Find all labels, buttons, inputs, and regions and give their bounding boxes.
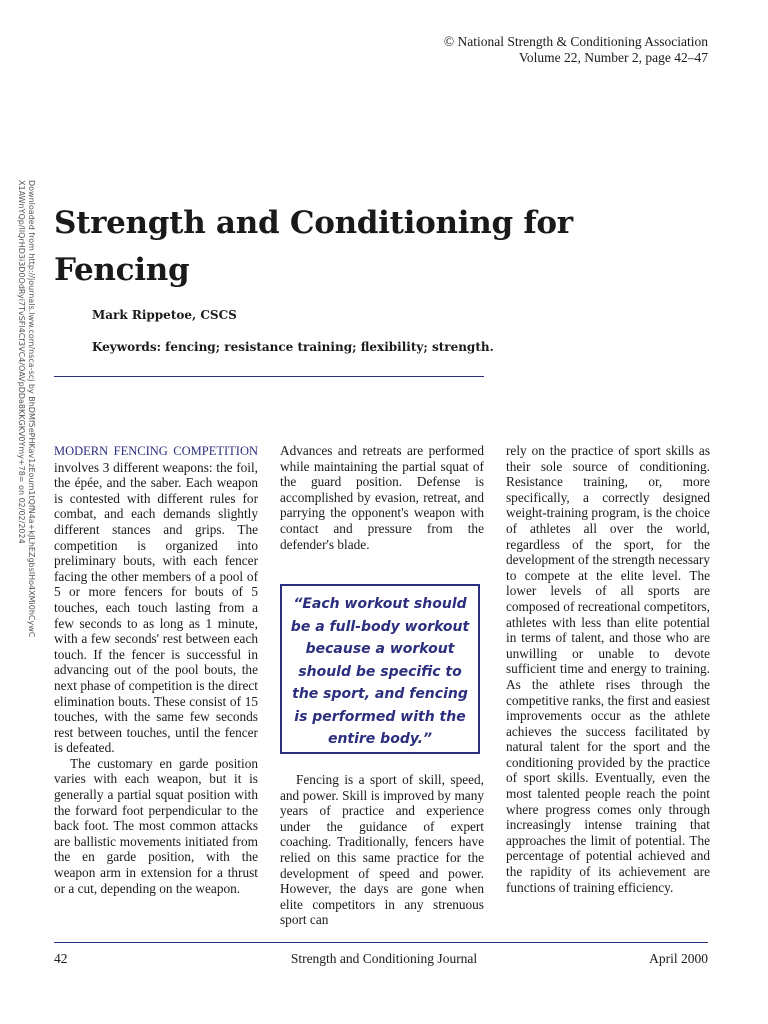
paragraph: Advances and retreats are performed while maintaining the partial squat of the guard position. Defense is accomplished by evasion, retreat, and parrying the opponent's weapon with contact and pressure from the defender's blade. — [280, 443, 484, 552]
journal-header — [444, 34, 708, 66]
body-column-3 — [506, 443, 710, 895]
body-column-2-top — [280, 443, 484, 552]
issue-date: April 2000 — [649, 951, 708, 966]
page-number: 42 — [54, 951, 68, 966]
pull-quote: “Each workout should be a full-body workout because a workout should be specific to the sport, and fencing is performed with the entire body.” — [280, 584, 480, 754]
watermark-line-1: Downloaded from http://journals.lww.com/nsca-scj by BhDMf5ePHKav1zEoum1tQfN4a+kJLhEZgbsIHo4XMi0hCywC — [27, 180, 36, 638]
article-title: Strength and Conditioning for Fencing — [54, 205, 573, 288]
paragraph: Fencing is a sport of skill, speed, and power. Skill is improved by many years of practice and experience under the guidance of expert coaching. Traditionally, fencers have relied on this same practice for the development of speed and power. However, the days are gone when elite competitors in any strenuous sport can — [280, 772, 484, 928]
keywords-line: Keywords: fencing; resistance training; flexibility; strength. — [92, 340, 494, 354]
title-divider — [54, 376, 484, 377]
author-name: Mark Rippetoe, CSCS — [92, 308, 237, 322]
journal-name: Strength and Conditioning Journal — [290, 951, 478, 966]
footer-divider — [54, 942, 708, 943]
copyright-line: © National Strength & Conditioning Association — [443, 34, 708, 49]
volume-line: Volume 22, Number 2, page 42–47 — [518, 50, 708, 65]
lead-in-caps: MODERN FENCING COMPETITION — [54, 444, 258, 458]
paragraph: MODERN FENCING COMPETITION involves 3 different weapons: the foil, the épée, and the saber. Each weapon is contested with different rules for combat, and each demands slightly different stances and grips. The competition is organized into preliminary bouts, with each fencer facing the other members of a pool of 5 or more fencers for bouts of 5 touches, each touch lasting from a few seconds to as long as 1 minute, with a few seconds' rest between each touch. If the fencer is successful in advancing out of the pool bouts, the next phase of competition is the direct elimination bouts. These consist of 15 touches, with the same few seconds rest between touches, until the fencer is defeated. — [54, 444, 258, 756]
paragraph: rely on the practice of sport skills as their sole source of conditioning. Resistance training, or, more specifically, a correctly designed weight-training program, is the choice of athletes all over the world, regardless of the sport, for the development of the strength necessary to compete at the elite level. The lower levels of all sports are composed of recreational competitors, athletes with less than elite potential in terms of talent, and those who are unwilling or unable to devote sufficient time and energy to training. As the athlete rises through the competitive ranks, the first and easiest improvements occur as the athlete achieves the success facilitated by natural talent for the sport and the conditioning provided by the practice of sport skills. Eventually, even the most talented people reach the point where progress comes only through increasingly intense training that approaches the limit of potential. The percentage of potential achieved and the rapidity of its achievement are functions of training efficiency. — [506, 443, 710, 895]
download-watermark — [17, 180, 42, 640]
paragraph: The customary en garde position varies with each weapon, but it is generally a partial squat position with the forward foot perpendicular to the back foot. The most common attacks are ballistic movements initiated from the en garde position, with the weapon arm in extension for a thrust or a cut, depending on the weapon. — [54, 755, 258, 896]
watermark-line-2: X1AWnYQp/IlQrHD3i3D0OdRyi7TvSFl4Cf3VC4/OAVpDDa8KKGKV0Ymy+78= on 02/02/2024 — [17, 180, 26, 544]
body-column-2-bottom — [280, 772, 484, 928]
body-column-1 — [54, 443, 258, 896]
